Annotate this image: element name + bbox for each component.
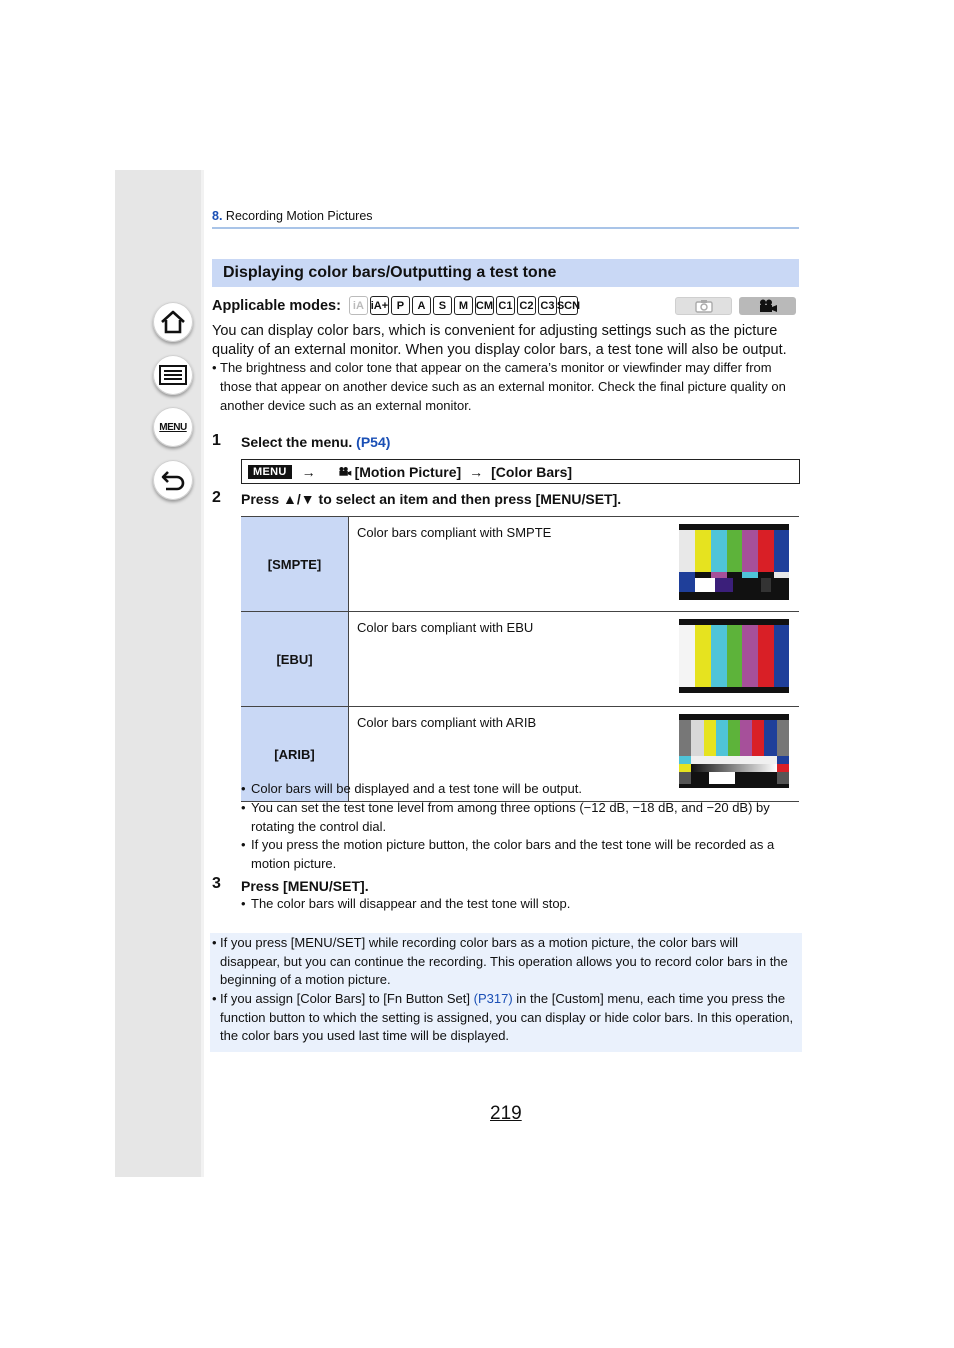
photo-mode-tab	[675, 297, 732, 315]
movie-camera-icon	[758, 299, 778, 313]
bullet-mark: •	[241, 837, 246, 852]
note-text	[212, 990, 799, 1046]
option-description	[349, 612, 800, 707]
breadcrumb	[212, 209, 373, 223]
home-icon	[160, 310, 186, 334]
menu-button-label: MENU	[159, 421, 187, 433]
menu-list-button[interactable]	[153, 407, 193, 447]
page-link-p54[interactable]: (P54)	[356, 434, 391, 450]
bullet-text: Color bars will be displayed and a test tone will be output.	[251, 781, 582, 796]
note-text-part: in the [Custom] menu, each time you press the function button to which the setting is assigned, you can display or hide color bars. In this operation, the color bars you used last time will be displayed.	[220, 991, 794, 1044]
option-label: [ARIB]	[241, 707, 349, 802]
mode-icon: iA+	[370, 296, 389, 315]
list-item	[241, 780, 801, 799]
mode-icon: P	[391, 296, 410, 315]
menu-item-motion-picture: [Motion Picture]	[354, 463, 462, 480]
step3-text: Press [MENU/SET].	[241, 878, 369, 894]
ebu-color-bars-image	[679, 619, 789, 693]
color-bar-options-table	[241, 516, 799, 802]
applicable-modes	[212, 296, 581, 315]
bullet-mark: •	[212, 991, 217, 1006]
chapter-title: Recording Motion Pictures	[225, 209, 373, 223]
bullet-text: You can set the test tone level from among three options (−12 dB, −18 dB, and −20 dB) by rotating the control dial.	[251, 800, 770, 834]
bullet-text: If you press the motion picture button, the color bars and the test tone will be recorded as a motion picture.	[251, 837, 775, 871]
mode-icon: iA	[349, 296, 368, 315]
option-description-text: Color bars compliant with SMPTE	[357, 525, 552, 540]
mode-icon: M	[454, 296, 473, 315]
mode-icon: S	[433, 296, 452, 315]
smpte-color-bars-image	[679, 524, 789, 600]
chapter-number: 8.	[212, 209, 223, 223]
recording-type-tabs	[675, 297, 796, 315]
back-arrow-icon	[160, 469, 186, 491]
menu-badge: MENU	[248, 465, 292, 479]
step1-text	[241, 434, 390, 450]
note-text: If you press [MENU/SET] while recording color bars as a motion picture, the color bars will disappear, but you can continue the recording. This operation allows you to record color bars in the beginning of a motion picture.	[220, 935, 788, 988]
step-number: 2	[212, 489, 221, 506]
applicable-modes-label: Applicable modes:	[212, 297, 341, 314]
intro-paragraph: You can display color bars, which is convenient for adjusting settings such as the picture quality of an external monitor. When you display color bars, a test tone will also be output.	[212, 323, 787, 358]
list-item	[241, 895, 801, 914]
step2-text: Press ▲/▼ to select an item and then press [MENU/SET].	[241, 491, 622, 507]
step-number: 3	[212, 875, 221, 892]
list-item	[241, 799, 801, 836]
table-row	[241, 612, 799, 707]
menu-item-color-bars: [Color Bars]	[491, 463, 573, 480]
option-label: [EBU]	[241, 612, 349, 707]
header-rule	[212, 227, 799, 229]
bullet-mark: •	[241, 896, 246, 911]
note-item	[212, 990, 799, 1046]
mode-icon: C3	[538, 296, 557, 315]
option-description-text: Color bars compliant with EBU	[357, 620, 534, 635]
bullet-mark: •	[241, 800, 246, 815]
motion-picture-menu-icon	[338, 466, 352, 477]
step1-instruction: Select the menu.	[241, 434, 353, 450]
path-arrow: →	[469, 463, 484, 480]
bullet-mark: •	[212, 360, 217, 375]
path-arrow: →	[301, 463, 316, 480]
list-item	[241, 836, 801, 873]
side-nav-edge	[201, 170, 204, 1177]
option-label: [SMPTE]	[241, 517, 349, 612]
camera-icon	[695, 299, 713, 313]
table-row	[241, 517, 799, 612]
bullet-text: The color bars will disappear and the test tone will stop.	[251, 896, 571, 911]
page-link-p317[interactable]: (P317)	[473, 991, 513, 1006]
arib-color-bars-image	[679, 714, 789, 788]
intro-bullet	[212, 358, 802, 415]
note-item	[212, 934, 799, 990]
option-description-text: Color bars compliant with ARIB	[357, 715, 537, 730]
bullet-mark: •	[212, 935, 217, 950]
note-text-part: If you assign [Color Bars] to [Fn Button Set]	[220, 991, 471, 1006]
page-number: 219	[490, 1103, 522, 1124]
list-icon	[159, 365, 187, 385]
mode-icon: A	[412, 296, 431, 315]
mode-icon: SCN	[559, 296, 578, 315]
menu-path	[241, 459, 800, 484]
home-button[interactable]	[153, 302, 193, 342]
mode-icon: C1	[496, 296, 515, 315]
option-description	[349, 517, 800, 612]
section-title: Displaying color bars/Outputting a test tone	[212, 259, 799, 287]
mode-icons	[349, 296, 581, 315]
motion-picture-tab	[739, 297, 796, 315]
step-number: 1	[212, 432, 221, 449]
back-button[interactable]	[153, 460, 193, 500]
mode-icon: CM	[475, 296, 494, 315]
bullet-mark: •	[241, 781, 246, 796]
intro-bullet-text: The brightness and color tone that appear on the camera’s monitor or viewfinder may differ from those that appear on another device such as an external monitor. Check the final picture quality on another device such as an external monitor.	[220, 360, 786, 413]
contents-button[interactable]	[153, 355, 193, 395]
mode-icon: C2	[517, 296, 536, 315]
